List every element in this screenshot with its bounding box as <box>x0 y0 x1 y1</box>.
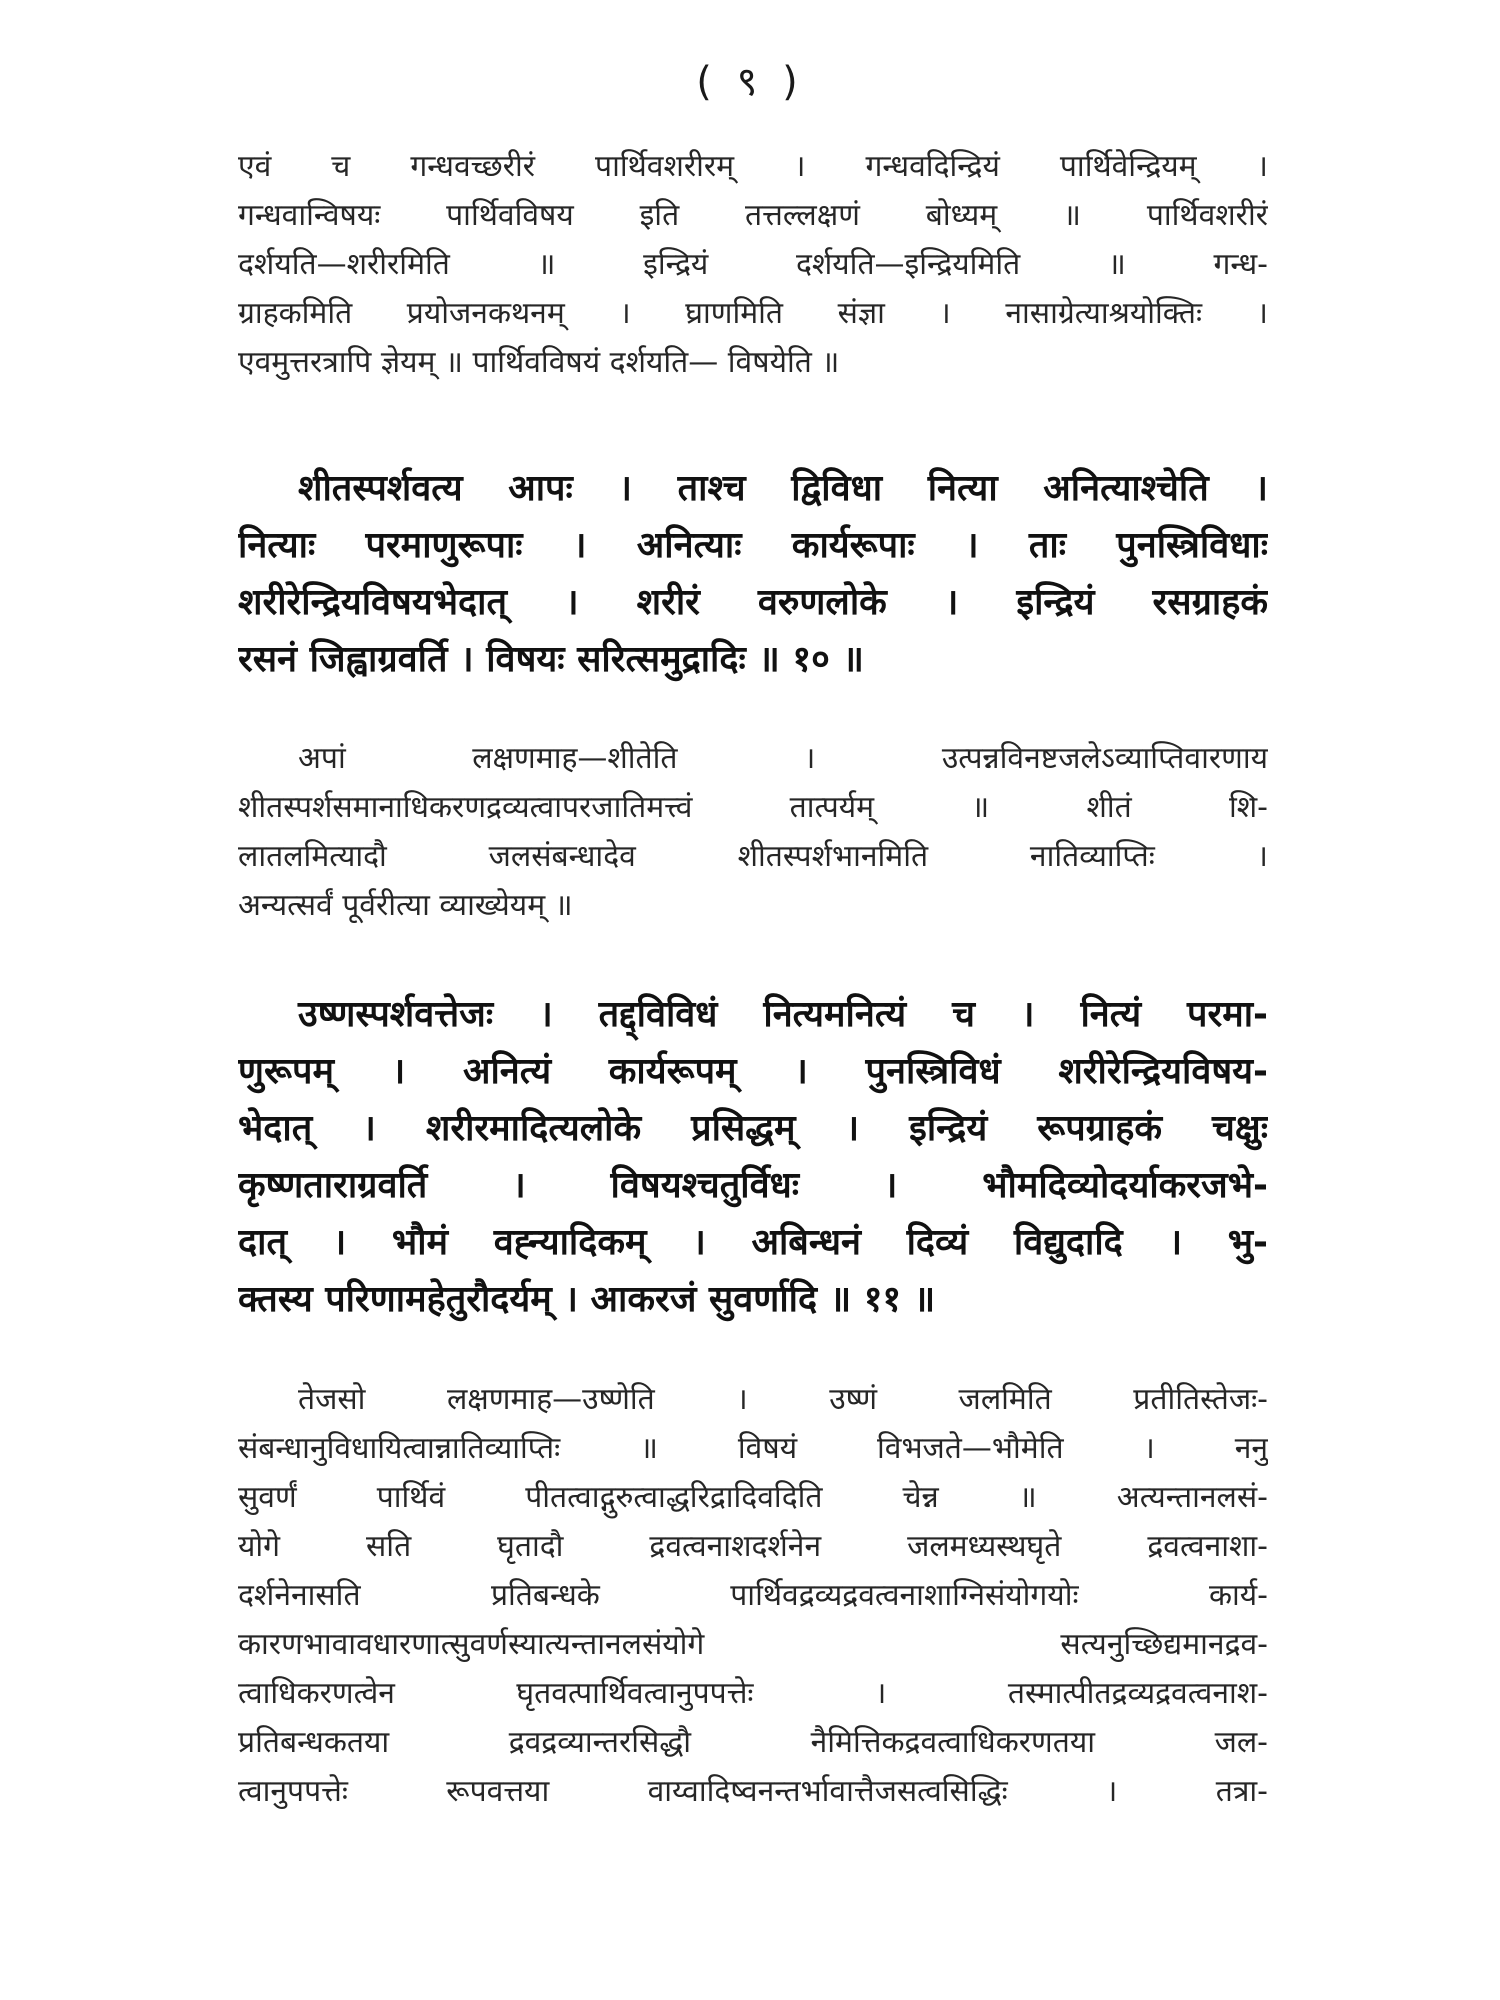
commentary-line: दर्शयति—शरीरमिति ॥ इन्द्रियं दर्शयति—इन्द्रियमिति ॥ गन्ध- <box>238 247 1268 282</box>
commentary-line: ग्राहकमिति प्रयोजनकथनम् । घ्राणमिति संज्ञा । नासाग्रेत्याश्रयोक्तिः । <box>238 296 1268 331</box>
commentary-line: अन्यत्सर्वं पूर्वरीत्या व्याख्येयम् ॥ <box>238 888 573 923</box>
commentary-line: लातलमित्यादौ जलसंबन्धादेव शीतस्पर्शभानमिति नातिव्याप्तिः । <box>238 839 1268 874</box>
commentary-line: त्वानुपपत्तेः रूपवत्तया वाय्वादिष्वनन्तर्भावात्तैजसत्वसिद्धिः । तत्रा- <box>238 1774 1268 1809</box>
commentary-line: त्वाधिकरणत्वेन घृतवत्पार्थिवत्वानुपपत्तेः । तस्मात्पीतद्रव्यद्रवत्वनाश- <box>238 1676 1268 1711</box>
commentary-block-3 <box>238 1375 1268 1816</box>
sutra-line: दात् । भौमं वह्न्यादिकम् । अबिन्धनं दिव्यं विद्युदादि । भु- <box>238 1222 1268 1263</box>
commentary-line: एवं च गन्धवच्छरीरं पार्थिवशरीरम् । गन्धवदिन्द्रियं पार्थिवेन्द्रियम् । <box>238 149 1268 184</box>
commentary-line: कारणभावावधारणात्सुवर्णस्यात्यन्तानलसंयोगे सत्यनुच्छिद्यमानद्रव- <box>238 1627 1268 1662</box>
commentary-line: अपां लक्षणमाह—शीतेति । उत्पन्नविनष्टजलेऽव्याप्तिवारणाय <box>298 741 1268 776</box>
commentary-line: शीतस्पर्शसमानाधिकरणद्रव्यत्वापरजातिमत्त्वं तात्पर्यम् ॥ शीतं शि- <box>238 790 1268 825</box>
commentary-line: संबन्धानुविधायित्वान्नातिव्याप्तिः ॥ विषयं विभजते—भौमेति । ननु <box>238 1431 1268 1466</box>
sutra-block-10 <box>238 460 1268 688</box>
sutra-line: रसनं जिह्वाग्रवर्ति । विषयः सरित्समुद्रादिः ॥ १० ॥ <box>238 639 864 680</box>
page-number: ( ९ ) <box>696 59 804 105</box>
sutra-line: शरीरेन्द्रियविषयभेदात् । शरीरं वरुणलोके । इन्द्रियं रसग्राहकं <box>238 582 1268 623</box>
sutra-line: भेदात् । शरीरमादित्यलोके प्रसिद्धम् । इन्द्रियं रूपग्राहकं चक्षुः <box>238 1108 1268 1149</box>
commentary-line: दर्शनेनासति प्रतिबन्धके पार्थिवद्रव्यद्रवत्वनाशाग्निसंयोगयोः कार्य- <box>238 1578 1268 1613</box>
sutra-line: नित्याः परमाणुरूपाः । अनित्याः कार्यरूपाः । ताः पुनस्त्रिविधाः <box>238 525 1268 566</box>
sutra-line: उष्णस्पर्शवत्तेजः । तद्द्विविधं नित्यमनित्यं च । नित्यं परमा- <box>298 994 1268 1035</box>
commentary-block-1 <box>238 142 1268 387</box>
commentary-block-2 <box>238 734 1268 930</box>
sutra-line: क्तस्य परिणामहेतुरौदर्यम् । आकरजं सुवर्णादि ॥ ११ ॥ <box>238 1279 936 1320</box>
sutra-line: शीतस्पर्शवत्य आपः । ताश्च द्विविधा नित्या अनित्याश्चेति । <box>298 468 1268 509</box>
sutra-line: णुरूपम् । अनित्यं कार्यरूपम् । पुनस्त्रिविधं शरीरेन्द्रियविषय- <box>238 1051 1268 1092</box>
commentary-line: योगे सति घृतादौ द्रवत्वनाशदर्शनेन जलमध्यस्थघृते द्रवत्वनाशा- <box>238 1529 1268 1564</box>
sutra-block-11 <box>238 986 1268 1328</box>
commentary-line: प्रतिबन्धकतया द्रवद्रव्यान्तरसिद्धौ नैमित्तिकद्रवत्वाधिकरणतया जल- <box>238 1725 1268 1760</box>
commentary-line: गन्धवान्विषयः पार्थिवविषय इति तत्तल्लक्षणं बोध्यम् ॥ पार्थिवशरीरं <box>238 198 1268 233</box>
commentary-line: सुवर्णं पार्थिवं पीतत्वाद्गुरुत्वाद्धरिद्रादिवदिति चेन्न ॥ अत्यन्तानलसं- <box>238 1480 1268 1515</box>
commentary-line: एवमुत्तरत्रापि ज्ञेयम् ॥ पार्थिवविषयं दर्शयति— विषयेति ॥ <box>238 345 840 380</box>
commentary-line: तेजसो लक्षणमाह—उष्णेति । उष्णं जलमिति प्रतीतिस्तेजः- <box>298 1382 1268 1417</box>
sutra-line: कृष्णताराग्रवर्ति । विषयश्चतुर्विधः । भौमदिव्योदर्याकरजभे- <box>238 1165 1268 1206</box>
